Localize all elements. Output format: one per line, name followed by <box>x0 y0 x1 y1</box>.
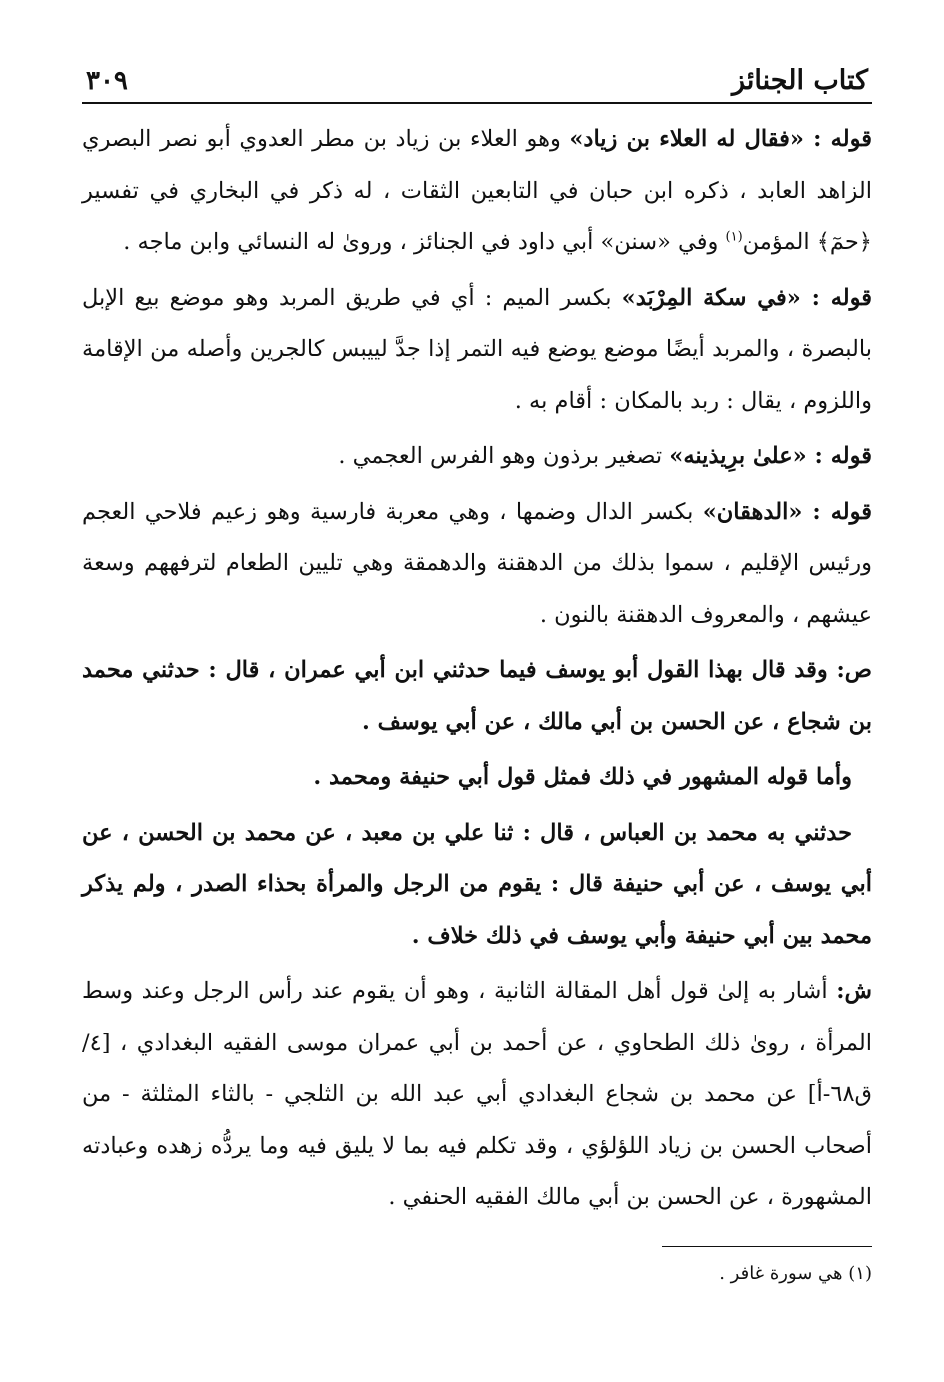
paragraph-dihqan <box>82 487 872 642</box>
body-text <box>82 114 872 1224</box>
lemma: قوله : «علىٰ برِيذينه» <box>669 443 872 469</box>
footnote-divider <box>662 1246 872 1247</box>
lemma: قوله : «في سكة المِرْبَد» <box>621 284 873 311</box>
header-title: كتاب الجنائز <box>732 65 868 96</box>
paragraph-text: وأما قوله المشهور في ذلك فمثل قول أبي حنيفة ومحمد . <box>313 764 852 790</box>
sharh-marker: ش: <box>836 978 872 1004</box>
lemma: قوله : «فقال له العلاء بن زياد» <box>569 126 872 152</box>
matn-marker: ص: <box>836 657 872 683</box>
paragraph-sikkat-al-mirbad <box>82 273 872 428</box>
paragraph-text: بكسر الدال وضمها ، وهي معربة فارسية وهو زعيم فلاحي العجم ورئيس الإقليم ، سموا بذلك من الدهقنة والدهمقة وهي تليين الطعام لترفههم وسعة عيشهم ، والمعروف الدهقنة بالنون . <box>82 498 872 628</box>
document-page <box>82 50 872 1291</box>
paragraph-matn-sad <box>82 645 872 748</box>
paragraph-matn-haddathani <box>82 808 872 963</box>
footnote-reference: (١) <box>725 229 743 245</box>
paragraph-text: أشار به إلىٰ قول أهل المقالة الثانية ، وهو أن يقوم عند رأس الرجل وعند وسط المرأة ، روىٰ ذلك الطحاوي ، عن أحمد بن أبي عمران موسى الفقيه البغدادي ، [٤/ ق٦٨-أ] عن محمد بن شجاع البغدادي أبي عبد الله بن الثلجي - بالثاء المثلثة - من أصحاب الحسن بن زياد اللؤلؤي ، وقد تكلم فيه بما لا يليق فيه وما يردُّه زهده وعبادته المشهورة ، عن الحسن بن أبي مالك الفقيه الحنفي . <box>82 978 872 1210</box>
lemma: قوله : «الدهقان» <box>702 498 872 525</box>
paragraph-text: بكسر الميم : أي في طريق المربد وهو موضع بيع الإبل بالبصرة ، والمربد أيضًا موضع يوضع فيه التمر إذا جدَّ لييبس كالجرين وأصله من الإقامة واللزوم ، يقال : ربد بالمكان : أقام به . <box>82 284 872 414</box>
paragraph-alaa-bin-ziyad <box>82 114 872 269</box>
paragraph-matn-mashhur <box>82 752 872 804</box>
paragraph-text-tail: وفي «سنن» أبي داود في الجنائز ، وروىٰ له النسائي وابن ماجه . <box>123 229 726 255</box>
paragraph-text: وقد قال بهذا القول أبو يوسف فيما حدثني ابن أبي عمران ، قال : حدثني محمد بن شجاع ، عن الحسن بن أبي مالك ، عن أبي يوسف . <box>82 657 872 735</box>
page-number: ٣٠٩ <box>86 66 128 96</box>
running-header <box>82 50 872 104</box>
paragraph-text: تصغير برذون وهو الفرس العجمي . <box>338 443 670 469</box>
paragraph-text: وهو العلاء بن زياد بن مطر العدوي أبو نصر البصري الزاهد العابد ، ذكره ابن حبان في التابعين الثقات ، له ذكر في البخاري في تفسير ﴿حمٓ﴾ المؤمن <box>82 126 872 255</box>
footnote: (١) هي سورة غافر . <box>719 1262 872 1284</box>
paragraph-sharh-shin <box>82 966 872 1224</box>
paragraph-buraydhinih <box>82 431 872 483</box>
paragraph-text: حدثني به محمد بن العباس ، قال : ثنا علي بن معبد ، عن محمد بن الحسن ، عن أبي يوسف ، عن أبي حنيفة قال : يقوم من الرجل والمرأة بحذاء الصدر ، ولم يذكر محمد بين أبي حنيفة وأبي يوسف في ذلك خلاف . <box>82 819 872 949</box>
